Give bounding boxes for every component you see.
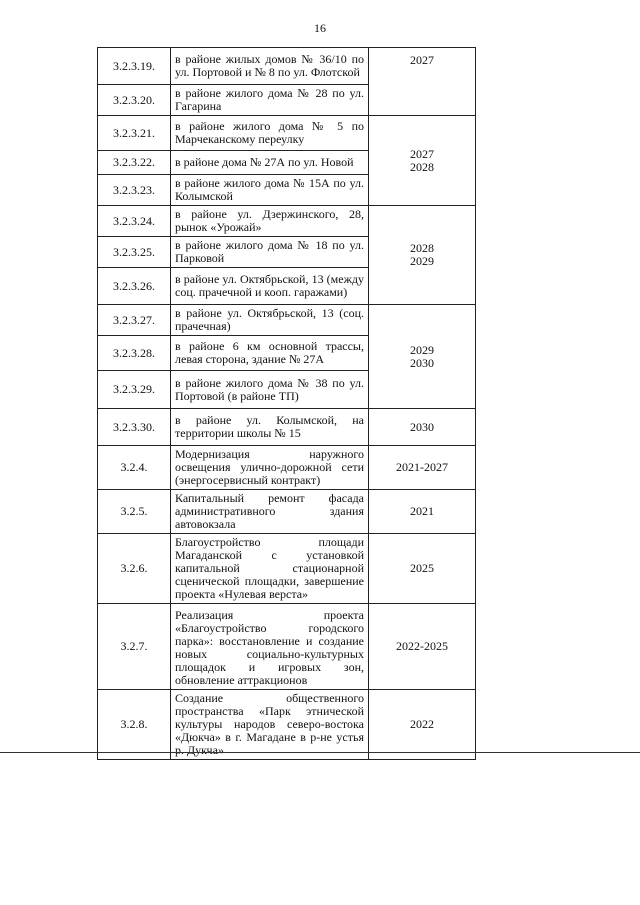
- item-description: Модернизация наружного освещения улично-дорожной сети (энергосервисный контракт): [171, 446, 369, 490]
- year-value: 2028: [410, 159, 434, 174]
- item-number: 3.2.3.20.: [98, 85, 171, 116]
- item-number: 3.2.8.: [98, 690, 171, 760]
- table-row: [98, 116, 476, 151]
- item-description: в районе ул. Октябрьской, 13 (между соц. прачечной и кооп. гаражами): [171, 268, 369, 305]
- item-description: Реализация проекта «Благоустройство городского парка»: восстановление и создание новых социально-культурных площадок и игровых зон, обновление аттракционов: [171, 604, 369, 690]
- item-number: 3.2.4.: [98, 446, 171, 490]
- item-description: Благоустройство площади Магаданской с установкой капитальной стационарной сценической площадки, завершение проекта «Нулевая верста»: [171, 534, 369, 604]
- year-value: 2022: [410, 717, 434, 731]
- year-value: 2029: [410, 342, 434, 357]
- item-number: 3.2.3.28.: [98, 336, 171, 371]
- year-value: 2029: [410, 254, 434, 268]
- item-number: 3.2.3.21.: [98, 116, 171, 151]
- item-description: в районе жилого дома № 5 по Марчеканскому переулку: [171, 116, 369, 151]
- implementation-years: [369, 690, 476, 760]
- item-description: в районе ул. Колымской, на территории школы № 15: [171, 409, 369, 446]
- table-row: [98, 206, 476, 237]
- table-row: [98, 604, 476, 690]
- item-number: 3.2.5.: [98, 490, 171, 534]
- item-number: 3.2.7.: [98, 604, 171, 690]
- measures-table: [97, 47, 476, 760]
- item-description: в районе жилого дома № 38 по ул. Портовой (в районе ТП): [171, 371, 369, 409]
- item-number: 3.2.6.: [98, 534, 171, 604]
- year-value: 2021: [410, 504, 434, 518]
- table-row: [98, 490, 476, 534]
- table-row: [98, 690, 476, 760]
- item-description: в районе жилого дома № 18 по ул. Парковой: [171, 237, 369, 268]
- item-number: 3.2.3.30.: [98, 409, 171, 446]
- implementation-years: [369, 534, 476, 604]
- table-row: [98, 48, 476, 85]
- item-number: 3.2.3.22.: [98, 151, 171, 175]
- year-value: 2021-2027: [396, 460, 448, 474]
- implementation-years: [369, 206, 476, 305]
- year-value: 2030: [410, 355, 434, 370]
- item-description: в районе жилого дома № 15А по ул. Колымской: [171, 175, 369, 206]
- table-row: [98, 409, 476, 446]
- item-number: 3.2.3.29.: [98, 371, 171, 409]
- item-description: в районе ул. Октябрьской, 13 (соц. прачечная): [171, 305, 369, 336]
- item-number: 3.2.3.23.: [98, 175, 171, 206]
- item-description: в районе жилого дома № 28 по ул. Гагарина: [171, 85, 369, 116]
- item-number: 3.2.3.26.: [98, 268, 171, 305]
- implementation-years: [369, 305, 476, 409]
- table-row: [98, 446, 476, 490]
- item-description: в районе жилых домов № 36/10 по ул. Портовой и № 8 по ул. Флотской: [171, 48, 369, 85]
- item-number: 3.2.3.25.: [98, 237, 171, 268]
- year-value: 2030: [410, 419, 434, 434]
- item-description: в районе дома № 27А по ул. Новой: [171, 151, 369, 175]
- implementation-years: [369, 490, 476, 534]
- item-description: Создание общественного пространства «Парк этнической культуры народов северо-востока «Дюкча» в г. Магадане в р-не устья р. Дукча»: [171, 690, 369, 760]
- year-value: 2027: [410, 146, 434, 161]
- year-value: 2027: [410, 53, 434, 67]
- year-value: 2028: [410, 241, 434, 255]
- footer-divider: [0, 752, 640, 753]
- year-value: 2022-2025: [396, 639, 448, 653]
- implementation-years: [369, 409, 476, 446]
- implementation-years: [369, 604, 476, 690]
- implementation-years: [369, 48, 476, 116]
- year-value: 2025: [410, 561, 434, 575]
- implementation-years: [369, 116, 476, 206]
- table-row: [98, 305, 476, 336]
- item-number: 3.2.3.19.: [98, 48, 171, 85]
- item-number: 3.2.3.27.: [98, 305, 171, 336]
- table-row: [98, 534, 476, 604]
- item-description: Капитальный ремонт фасада административного здания автовокзала: [171, 490, 369, 534]
- item-number: 3.2.3.24.: [98, 206, 171, 237]
- page-number: 16: [314, 21, 326, 35]
- implementation-years: [369, 446, 476, 490]
- item-description: в районе ул. Дзержинского, 28, рынок «Урожай»: [171, 206, 369, 237]
- item-description: в районе 6 км основной трассы, левая сторона, здание № 27А: [171, 336, 369, 371]
